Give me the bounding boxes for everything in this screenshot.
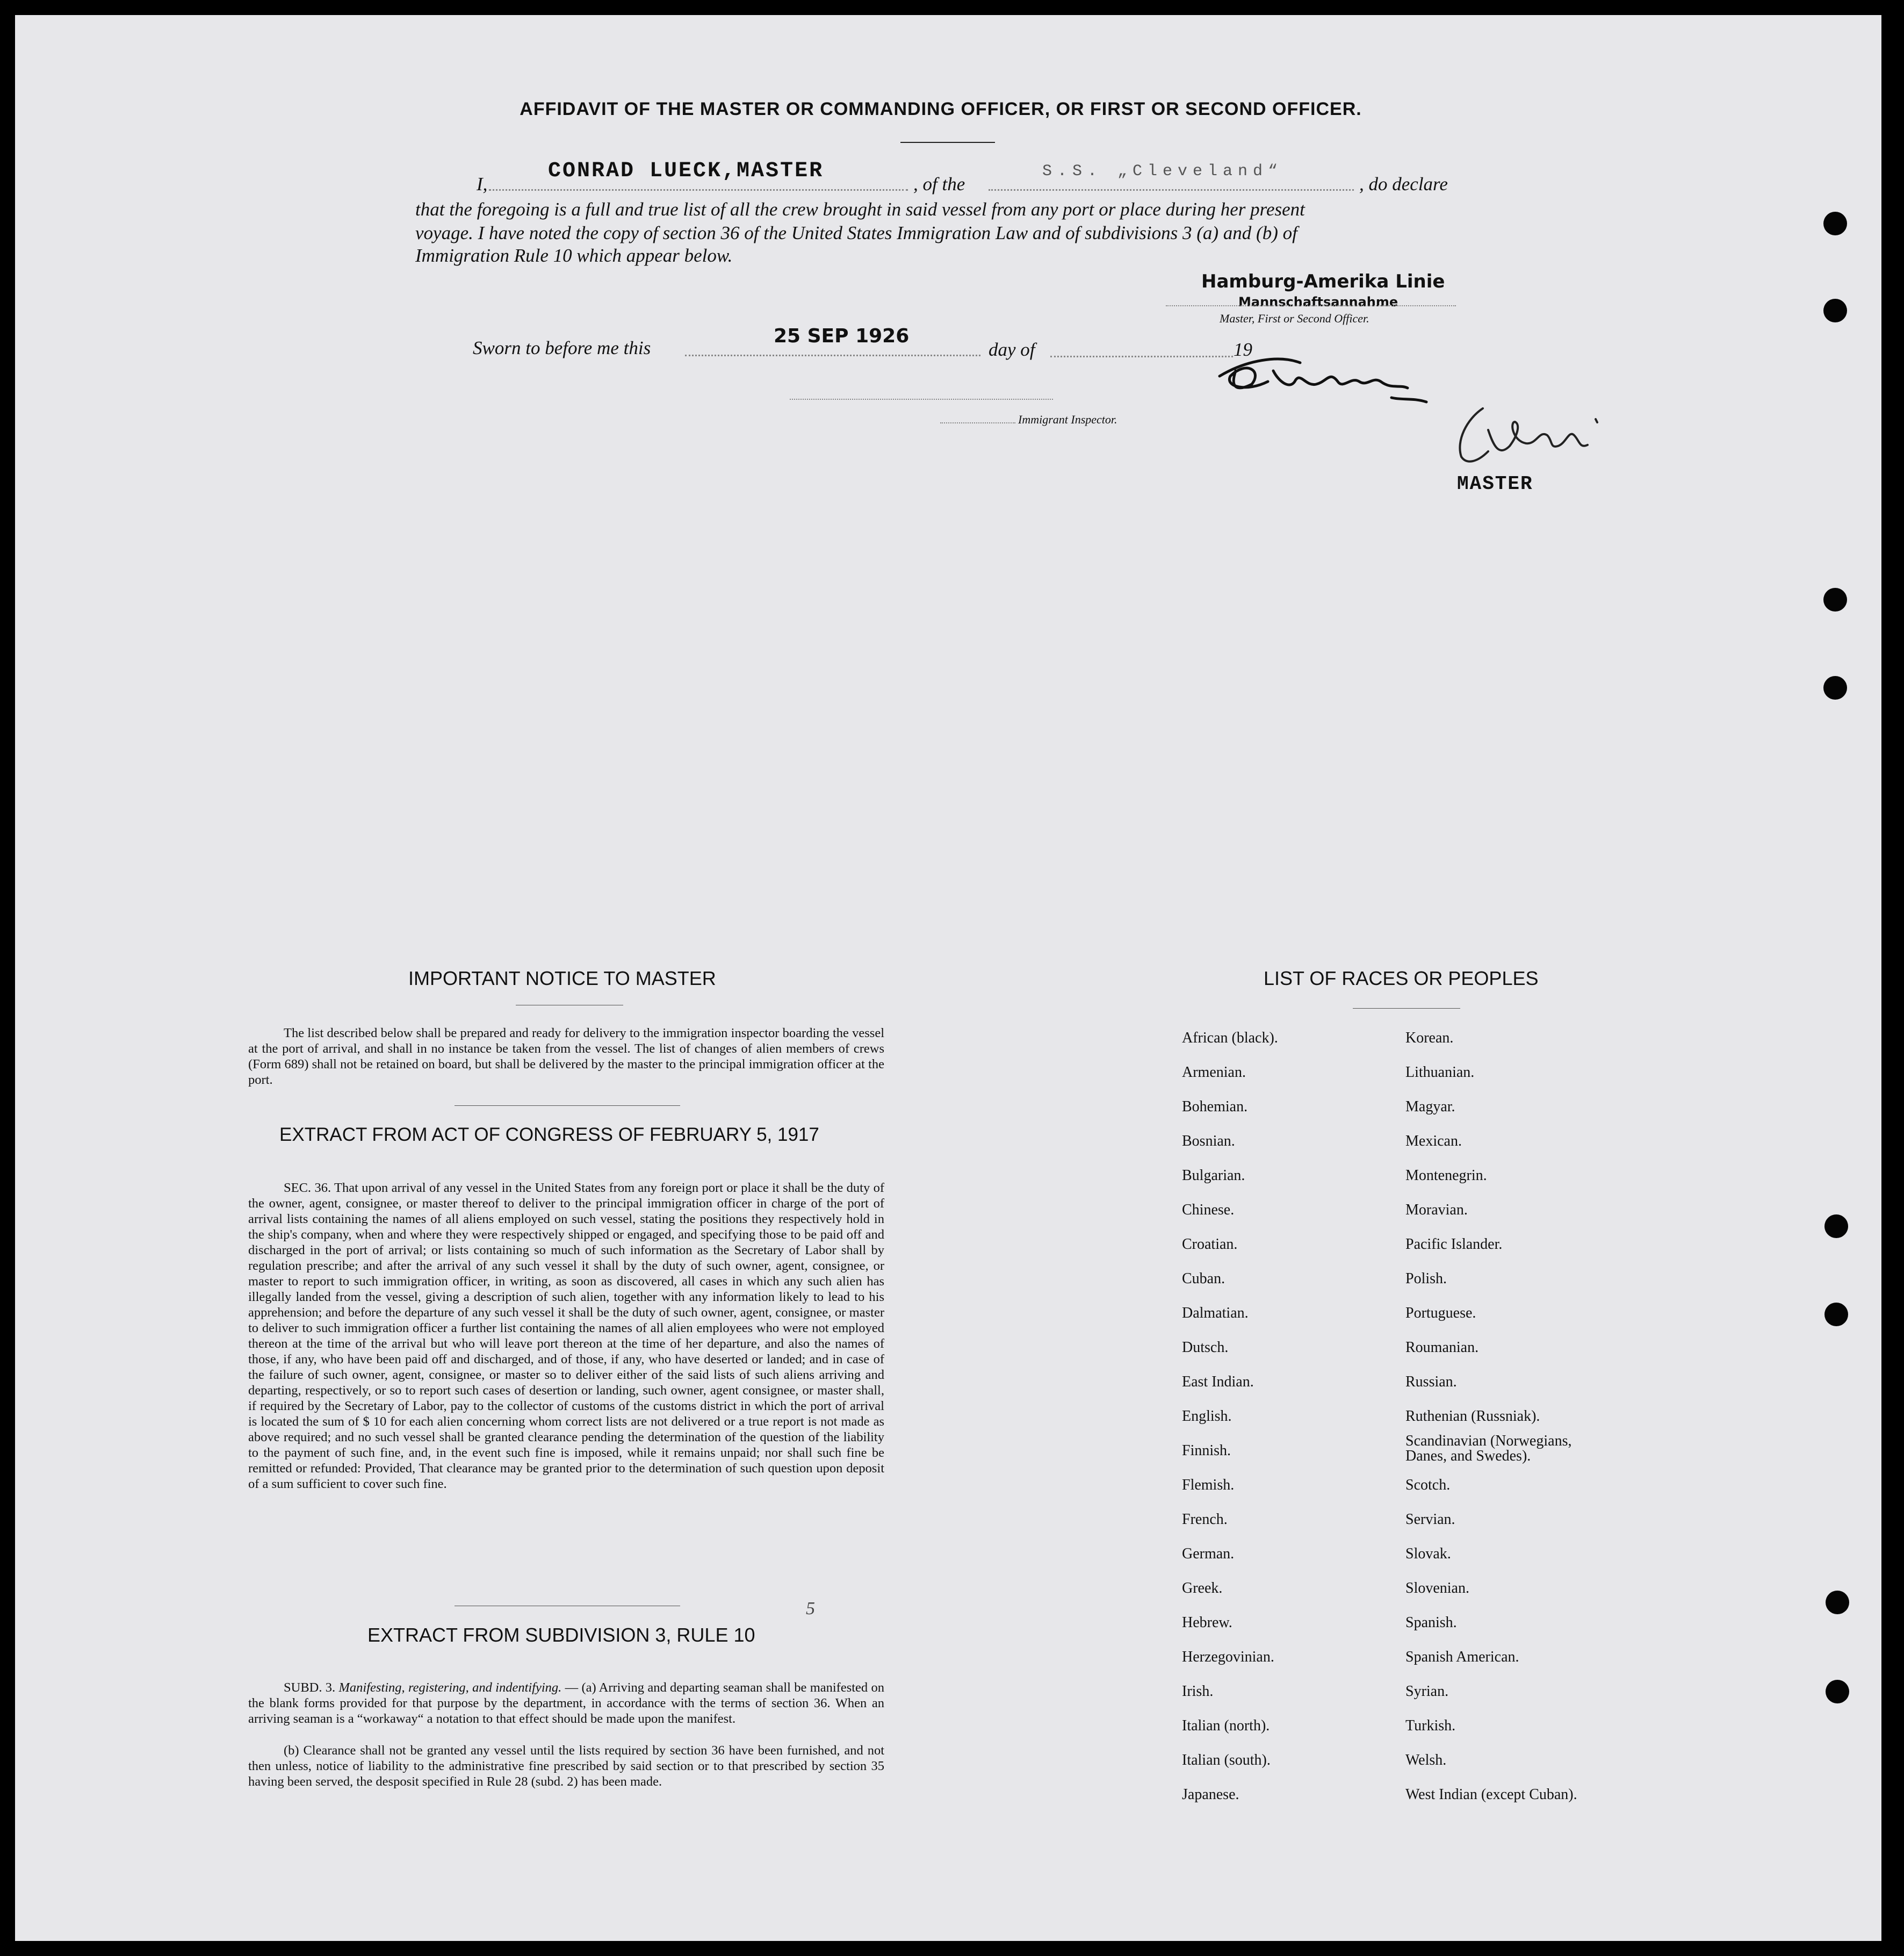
sworn-date-line xyxy=(685,355,980,356)
punch-hole xyxy=(1826,1680,1849,1703)
sworn-date-stamp: 25 SEP 1926 xyxy=(774,325,910,347)
vessel-name: S.S. „Cleveland“ xyxy=(1042,162,1283,181)
punch-hole xyxy=(1824,1214,1848,1238)
race-item: Polish. xyxy=(1405,1270,1447,1287)
document-page xyxy=(15,15,1881,1941)
subd3-b-text: (b) Clearance shall not be granted any vessel until the lists required by section 36 have been furnished, and not then unless, notice of liability to the administrative fine prescribed by said section or to that prescribed by section 35 having been served, the desposit specified in Rule 28 (subd. 2) has been made. xyxy=(248,1743,884,1789)
race-item: Herzegovinian. xyxy=(1182,1649,1274,1665)
handwritten-signature-2 xyxy=(1445,398,1617,473)
inspector-line xyxy=(790,399,1053,400)
race-item: Japanese. xyxy=(1182,1786,1239,1803)
affidavit-title: AFFIDAVIT OF THE MASTER OR COMMANDING OFFICER, OR FIRST OR SECOND OFFICER. xyxy=(520,99,1362,119)
punch-hole xyxy=(1826,1591,1849,1614)
of-the-label: , of the xyxy=(913,174,965,195)
punch-hole xyxy=(1823,299,1847,322)
sec36-text: SEC. 36. That upon arrival of any vessel in the United States from any foreign port or place it shall be the duty of the owner, agent, consignee, or master thereof to deliver to the principal immigration officer in charge of the port of arrival lists containing the names of all aliens employed on such vessel, stating the positions they respectively hold in the ship's company, when and where they were respectively shipped or engaged, and specifying those to be paid off and discharged in the port of arrival; or lists containing so much of such information as the Secretary of Labor shall by regulation prescribe; and after the arrival of any such vessel it shall by the duty of such owner, agent, consignee, or master to report to such immigration officer, in writing, as soon as discovered, all cases in which any such alien has illegally landed from the vessel, giving a description of such alien, together with any information likely to lead to his apprehension; and before the departure of any such vessel it shall be the duty of such owner, agent, consignee, or master to deliver to such immigration officer a further list containing the names of all alien employees who were not employed thereon at the time of the arrival but who will leave port thereon at the time of her departure, and also the names of those, if any, who have been paid off and discharged, and of those, if any, who have deserted or landed; and in case of the failure of such owner, agent, consignee, or master so to deliver either of the said lists of such aliens arriving and departing, respectively, or so to report such cases of desertion or landing, such owner, agent consignee, or master shall, if required by the Secretary of Labor, pay to the collector of customs of the customs district in which the port of arrival is located the sum of $ 10 for each alien concerning whom correct lists are not delivered or a true report is not made as above required; and no such vessel shall be granted clearance pending the determination of the question of the liability to the payment of such fine, and, in the event such fine is imposed, while it remains unpaid; nor shall such fine be remitted or refunded: Provided, That clearance may be granted prior to the determination of such question upon deposit of a sum sufficient to cover such fine. xyxy=(248,1181,884,1491)
race-item: Spanish American. xyxy=(1405,1649,1519,1665)
race-item: Montenegrin. xyxy=(1405,1167,1487,1184)
race-item: German. xyxy=(1182,1545,1235,1562)
race-item: African (black). xyxy=(1182,1030,1278,1046)
race-item: Hebrew. xyxy=(1182,1614,1232,1631)
inspector-caption: Immigrant Inspector. xyxy=(1018,413,1117,426)
company-stamp-line2: Mannschaftsannahme xyxy=(1238,294,1398,310)
notice-divider xyxy=(455,1105,680,1106)
race-item: Italian (south). xyxy=(1182,1752,1271,1768)
margin-mark: 5 xyxy=(806,1599,815,1619)
day-of-label: day of xyxy=(989,339,1035,360)
month-line xyxy=(1050,356,1233,357)
race-item: Syrian. xyxy=(1405,1683,1449,1700)
punch-hole xyxy=(1823,212,1847,235)
i-label: I, xyxy=(477,174,488,195)
inspector-line-short xyxy=(940,422,1015,423)
race-item: Dutsch. xyxy=(1182,1339,1229,1356)
race-item: Pacific Islander. xyxy=(1405,1236,1503,1253)
name-line xyxy=(489,189,908,191)
race-item: Mexican. xyxy=(1405,1133,1462,1149)
notice-text: The list described below shall be prepared and ready for delivery to the immigration inspector boarding the vessel at the port of arrival, and shall in no instance be taken from the vessel. The list of changes of alien members of crews (Form 689) shall not be retained on board, but shall be delivered by the master to the principal immigration officer at the port. xyxy=(248,1026,884,1087)
race-item: Croatian. xyxy=(1182,1236,1238,1253)
subd3-lead: SUBD. 3. xyxy=(284,1680,336,1695)
vessel-line xyxy=(989,189,1354,191)
handwritten-signature-1 xyxy=(1214,339,1440,419)
race-item: Servian. xyxy=(1405,1511,1455,1528)
title-underline xyxy=(900,142,995,143)
races-heading: LIST OF RACES OR PEOPLES xyxy=(1264,967,1539,989)
race-item: Cuban. xyxy=(1182,1270,1225,1287)
notice-heading: IMPORTANT NOTICE TO MASTER xyxy=(408,967,716,989)
race-item: Ruthenian (Russniak). xyxy=(1405,1408,1540,1425)
race-item: Irish. xyxy=(1182,1683,1214,1700)
race-item: Moravian. xyxy=(1405,1202,1468,1218)
race-item: Turkish. xyxy=(1405,1717,1456,1734)
extract2-heading: EXTRACT FROM SUBDIVISION 3, RULE 10 xyxy=(367,1624,755,1646)
race-item: Italian (north). xyxy=(1182,1717,1270,1734)
race-item: Slovak. xyxy=(1405,1545,1451,1562)
master-stamp: MASTER xyxy=(1457,473,1533,495)
race-item: English. xyxy=(1182,1408,1232,1425)
subd3-title: Manifesting, registering, and indentifying. xyxy=(338,1680,562,1695)
affidavit-line-2: that the foregoing is a full and true list of all the crew brought in said vessel from any port or place during her present xyxy=(415,199,1305,220)
race-item: French. xyxy=(1182,1511,1228,1528)
race-item: Greek. xyxy=(1182,1580,1223,1597)
sworn-label: Sworn to before me this xyxy=(473,337,651,358)
race-item: Finnish. xyxy=(1182,1442,1231,1459)
race-item: West Indian (except Cuban). xyxy=(1405,1786,1577,1803)
subd3-paragraph xyxy=(248,1680,884,1727)
officer-caption: Master, First or Second Officer. xyxy=(1220,312,1369,325)
race-item: Slovenian. xyxy=(1405,1580,1469,1597)
race-item: Bosnian. xyxy=(1182,1133,1235,1149)
officer-signature-line xyxy=(1166,305,1456,306)
race-item: Welsh. xyxy=(1405,1752,1447,1768)
race-item: Lithuanian. xyxy=(1405,1064,1475,1081)
affidavit-line-3: voyage. I have noted the copy of section 36 of the United States Immigration Law and of subdivisions 3 (a) and (b) of xyxy=(415,222,1297,243)
master-name: CONRAD LUECK,MASTER xyxy=(548,159,824,183)
year-prefix: 19 xyxy=(1234,339,1252,360)
subd3-a-text: — (a) Arriving and departing seaman shall be manifested on the blank forms provided for that purpose by the department, in accordance with the terms of section 36. When an arriving seaman is a “workaway“ a notation to that effect should be made upon the manifest. xyxy=(248,1680,885,1726)
race-item: Dalmatian. xyxy=(1182,1305,1249,1321)
race-item: Flemish. xyxy=(1182,1477,1235,1493)
punch-hole xyxy=(1824,1303,1848,1326)
do-declare-label: , do declare xyxy=(1359,174,1448,195)
races-heading-rule xyxy=(1353,1008,1460,1009)
race-item: Chinese. xyxy=(1182,1202,1235,1218)
punch-hole xyxy=(1823,676,1847,700)
race-item: East Indian. xyxy=(1182,1373,1254,1390)
race-item: Scotch. xyxy=(1405,1477,1451,1493)
extract1-heading: EXTRACT FROM ACT OF CONGRESS OF FEBRUARY 5, 1917 xyxy=(279,1124,819,1145)
punch-hole xyxy=(1823,588,1847,612)
race-item: Bohemian. xyxy=(1182,1098,1248,1115)
affidavit-line-4: Immigration Rule 10 which appear below. xyxy=(415,245,733,266)
race-item: Armenian. xyxy=(1182,1064,1246,1081)
race-item: Roumanian. xyxy=(1405,1339,1479,1356)
race-item: Spanish. xyxy=(1405,1614,1457,1631)
race-item: Magyar. xyxy=(1405,1098,1455,1115)
race-item: Bulgarian. xyxy=(1182,1167,1245,1184)
race-item: Korean. xyxy=(1405,1030,1454,1046)
race-item: Russian. xyxy=(1405,1373,1457,1390)
company-stamp-line1: Hamburg-Amerika Linie xyxy=(1201,271,1445,292)
race-item: Scandinavian (Norwegians, Danes, and Swedes). xyxy=(1405,1433,1572,1464)
race-item: Portuguese. xyxy=(1405,1305,1476,1321)
